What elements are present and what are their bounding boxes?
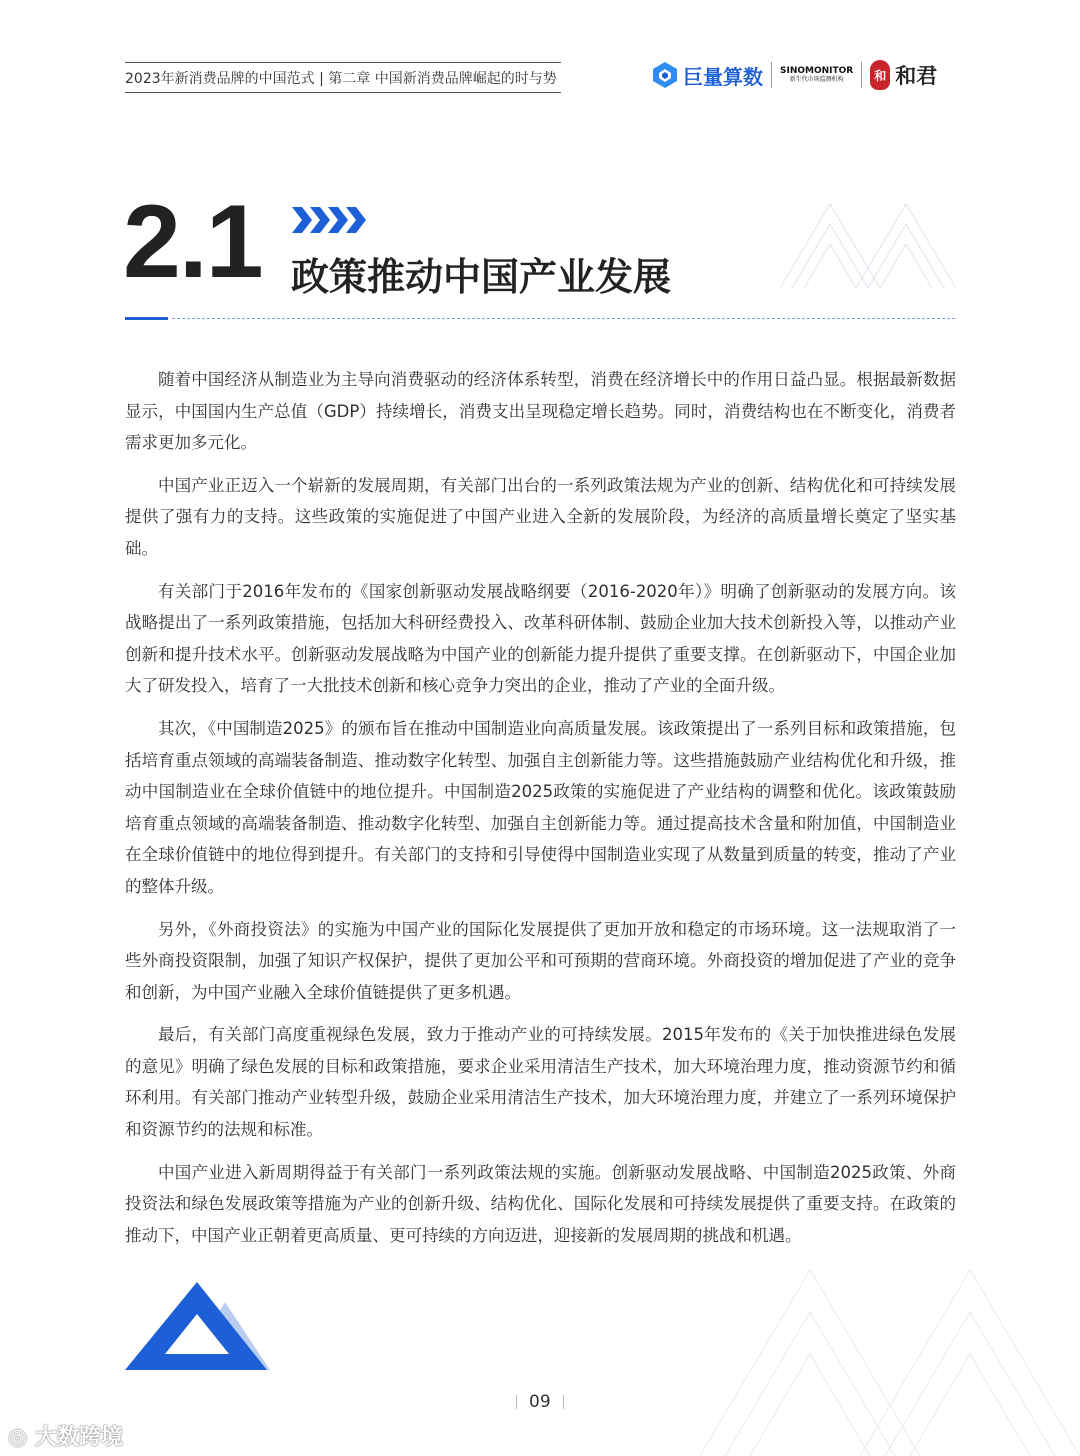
paragraph: 中国产业进入新周期得益于有关部门一系列政策法规的实施。创新驱动发展战略、中国制造2025政策、外商投资法和绿色发展政策等措施为产业的创新升级、结构优化、国际化发展和可持续发展提供了重要支持。在政策的推动下，中国产业正朝着更高质量、更可持续的方向迈进，迎接新的发展周期的挑战和机遇。 — [125, 1162, 956, 1245]
logo-divider — [861, 62, 862, 88]
paragraph: 随着中国经济从制造业为主导向消费驱动的经济体系转型，消费在经济增长中的作用日益凸显。根据最新数据显示，中国国内生产总值（GDP）持续增长，消费支出呈现稳定增长趋势。同时，消费结构也在不断变化，消费者需求更加多元化。 — [125, 370, 956, 453]
body-text — [125, 364, 956, 1262]
hejun-text: 和君 — [895, 64, 938, 88]
section-number: 2.1 — [123, 184, 262, 300]
paragraph: 有关部门于2016年发布的《国家创新驱动发展战略纲要（2016-2020年）》明确了创新驱动的发展方向。该战略提出了一系列政策措施，包括加大科研经费投入、改革科研体制、鼓励企业加大技术创新投入等，以推动产业创新和提升技术水平。创新驱动发展战略为中国产业的创新能力提升提供了重要支撑。在创新驱动下，中国企业加大了研发投入，培育了一大批技术创新和核心竞争力突出的企业，推动了产业的全面升级。 — [125, 581, 956, 696]
paragraph: 其次，《中国制造2025》的颁布旨在推动中国制造业向高质量发展。该政策提出了一系列目标和政策措施，包括培育重点领域的高端装备制造、推动数字化转型、加强自主创新能力等。这些措施鼓励产业结构优化和升级，推动中国制造业在全球价值链中的地位提升。中国制造2025政策的实施促进了产业结构的调整和优化。该政策鼓励培育重点领域的高端装备制造、推动数字化转型、加强自主创新能力等。通过提高技术含量和附加值，中国制造业在全球价值链中的地位得到提升。有关部门的支持和引导使得中国制造业实现了从数量到质量的转变，推动了产业的整体升级。 — [125, 718, 956, 896]
header-rule-bottom — [125, 92, 561, 93]
watermark — [8, 1420, 123, 1451]
hejun-logo — [870, 60, 937, 90]
triangle-pattern-decoration — [780, 196, 956, 288]
page-number — [516, 1392, 564, 1412]
sinomonitor-subtext: 新生代市场监测机构 — [789, 75, 844, 83]
juliang-text: 巨量算数 — [683, 64, 763, 89]
chevrons-icon — [292, 207, 366, 233]
sinomonitor-text: SINOMONITOR — [780, 65, 854, 76]
juliang-icon — [652, 61, 678, 89]
paragraph: 最后，有关部门高度重视绿色发展，致力于推动产业的可持续发展。2015年发布的《关于加快推进绿色发展的意见》明确了绿色发展的目标和政策措施，要求企业采用清洁生产技术，加大环境治理力度，推动资源节约和循环利用。有关部门推动产业转型升级，鼓励企业采用清洁生产技术，加大环境治理力度，并建立了一系列环境保护和资源节约的法规和标准。 — [125, 1025, 956, 1140]
logo-divider — [771, 62, 772, 88]
partner-logos — [652, 60, 937, 90]
juliang-logo — [652, 61, 763, 90]
header-title: 2023年新消费品牌的中国范式 | 第二章 中国新消费品牌崛起的时与势 — [125, 71, 557, 87]
sinomonitor-logo — [780, 67, 853, 83]
blue-triangle-decoration — [125, 1282, 275, 1370]
paragraph: 中国产业正迈入一个崭新的发展周期，有关部门出台的一系列政策法规为产业的创新、结构优化和可持续发展提供了强有力的支持。这些政策的实施促进了中国产业进入全新的发展阶段，为经济的高质量增长奠定了坚实基础。 — [125, 475, 956, 558]
header-rule-top — [125, 62, 561, 63]
watermark-logo-icon: ◎ — [8, 1425, 35, 1450]
page-number-bar — [563, 1395, 564, 1409]
page-number-bar — [516, 1395, 517, 1409]
section-title: 政策推动中国产业发展 — [291, 255, 672, 299]
paragraph: 另外，《外商投资法》的实施为中国产业的国际化发展提供了更加开放和稳定的市场环境。这一法规取消了一些外商投资限制，加强了知识产权保护，提供了更加公平和可预期的营商环境。外商投资的增加促进了产业的竞争和创新，为中国产业融入全球价值链提供了更多机遇。 — [125, 919, 956, 1002]
section-rule-dotted — [172, 318, 955, 319]
section-rule-accent — [125, 317, 168, 320]
watermark-text: 大数跨境 — [34, 1425, 123, 1450]
hejun-seal-icon: 和 — [870, 60, 890, 90]
triangle-pattern-decoration — [700, 1240, 1080, 1456]
page-number-text: 09 — [529, 1392, 551, 1412]
